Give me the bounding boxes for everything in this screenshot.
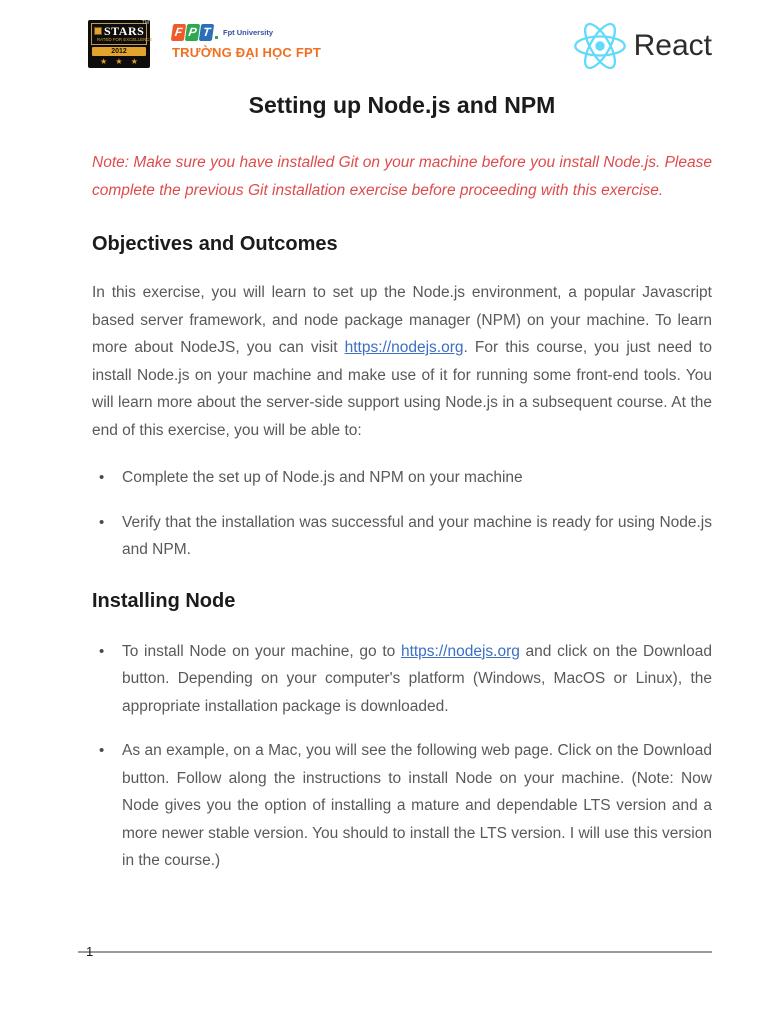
stars-icons: ★ ★ ★ [100, 57, 141, 66]
stars-badge-subtitle: RATED FOR EXCELLENCE [97, 37, 153, 43]
page-number: 1 [86, 944, 94, 959]
stars-award-badge [88, 20, 153, 68]
page-title: Setting up Node.js and NPM [248, 92, 556, 118]
fpt-letter-f-icon: F [171, 24, 186, 41]
install-text-before-link: To install Node on your machine, go to [122, 642, 401, 660]
react-logo-label: React [633, 29, 712, 62]
objectives-text-after-link: . For this course, you just need to install Node.js on your machine and make use of it for running some front-end tools. You will learn more about the server-side support using Node.js in a subsequent course. At the end of this exercise, you will be able to: [92, 339, 712, 439]
objectives-text-before-link: In this exercise, you will learn to set up the Node.js environment, a popular Javascript based server framework, and node package manager (NPM) on your machine. To learn more about NodeJS, you can visit [92, 284, 712, 356]
section-heading-installing-node: Installing Node [92, 589, 236, 612]
list-item-download-node [92, 638, 712, 721]
section-heading-objectives: Objectives and Outcomes [92, 233, 338, 255]
installing-node-list [92, 638, 712, 875]
list-item-verify-installation: • Verify that the installation was successful and your machine is ready for using Node.js and NPM. [92, 509, 712, 564]
list-item-mac-example: • As an example, on a Mac, you will see the following web page. Click on the Download button. Follow along the instructions to install Node on your machine. (Note: Now Node gives you the option of installing a mature and dependable LTS version and a more newer stable version. You should to install the LTS version. I will use this version in the course.) [92, 737, 712, 875]
nodejs-org-link-2[interactable]: https://nodejs.org [400, 642, 520, 660]
fpt-university-name: TRƯỜNG ĐẠI HỌC FPT [172, 45, 321, 60]
stars-badge-title: STARS [104, 24, 145, 38]
objectives-list [92, 464, 712, 564]
stars-badge-year: 2012 [92, 47, 146, 56]
fpt-dot-icon [215, 36, 218, 39]
git-prerequisite-note: Note: Make sure you have installed Git on your machine before you install Node.js. Please complete the previous Git installation exercise before proceeding with this exercise. [92, 154, 712, 199]
install-text-after-link: and click on the Download button. Depending on your computer's platform (Windows, MacOS or Linux), the appropriate installation package is downloaded. [122, 642, 712, 715]
fpt-letter-p-icon: P [185, 24, 200, 41]
footer-divider [78, 951, 712, 953]
institution-logos [88, 20, 321, 68]
stars-badge-title-row [94, 25, 144, 37]
fpt-university-logo [172, 20, 321, 60]
fpt-logo-row [172, 23, 321, 41]
trademark-label: TM [141, 20, 149, 26]
objectives-paragraph [92, 279, 712, 444]
nodejs-org-link[interactable]: https://nodejs.org [344, 339, 464, 356]
list-item-complete-setup: • Complete the set up of Node.js and NPM on your machine [92, 464, 712, 492]
stars-badge-square-icon [94, 27, 102, 35]
react-atom-icon [573, 21, 627, 71]
fpt-letter-t-icon: T [199, 24, 214, 41]
header-logos [88, 20, 712, 70]
react-logo [573, 21, 712, 71]
fpt-tagline: Fpt University [223, 27, 274, 37]
